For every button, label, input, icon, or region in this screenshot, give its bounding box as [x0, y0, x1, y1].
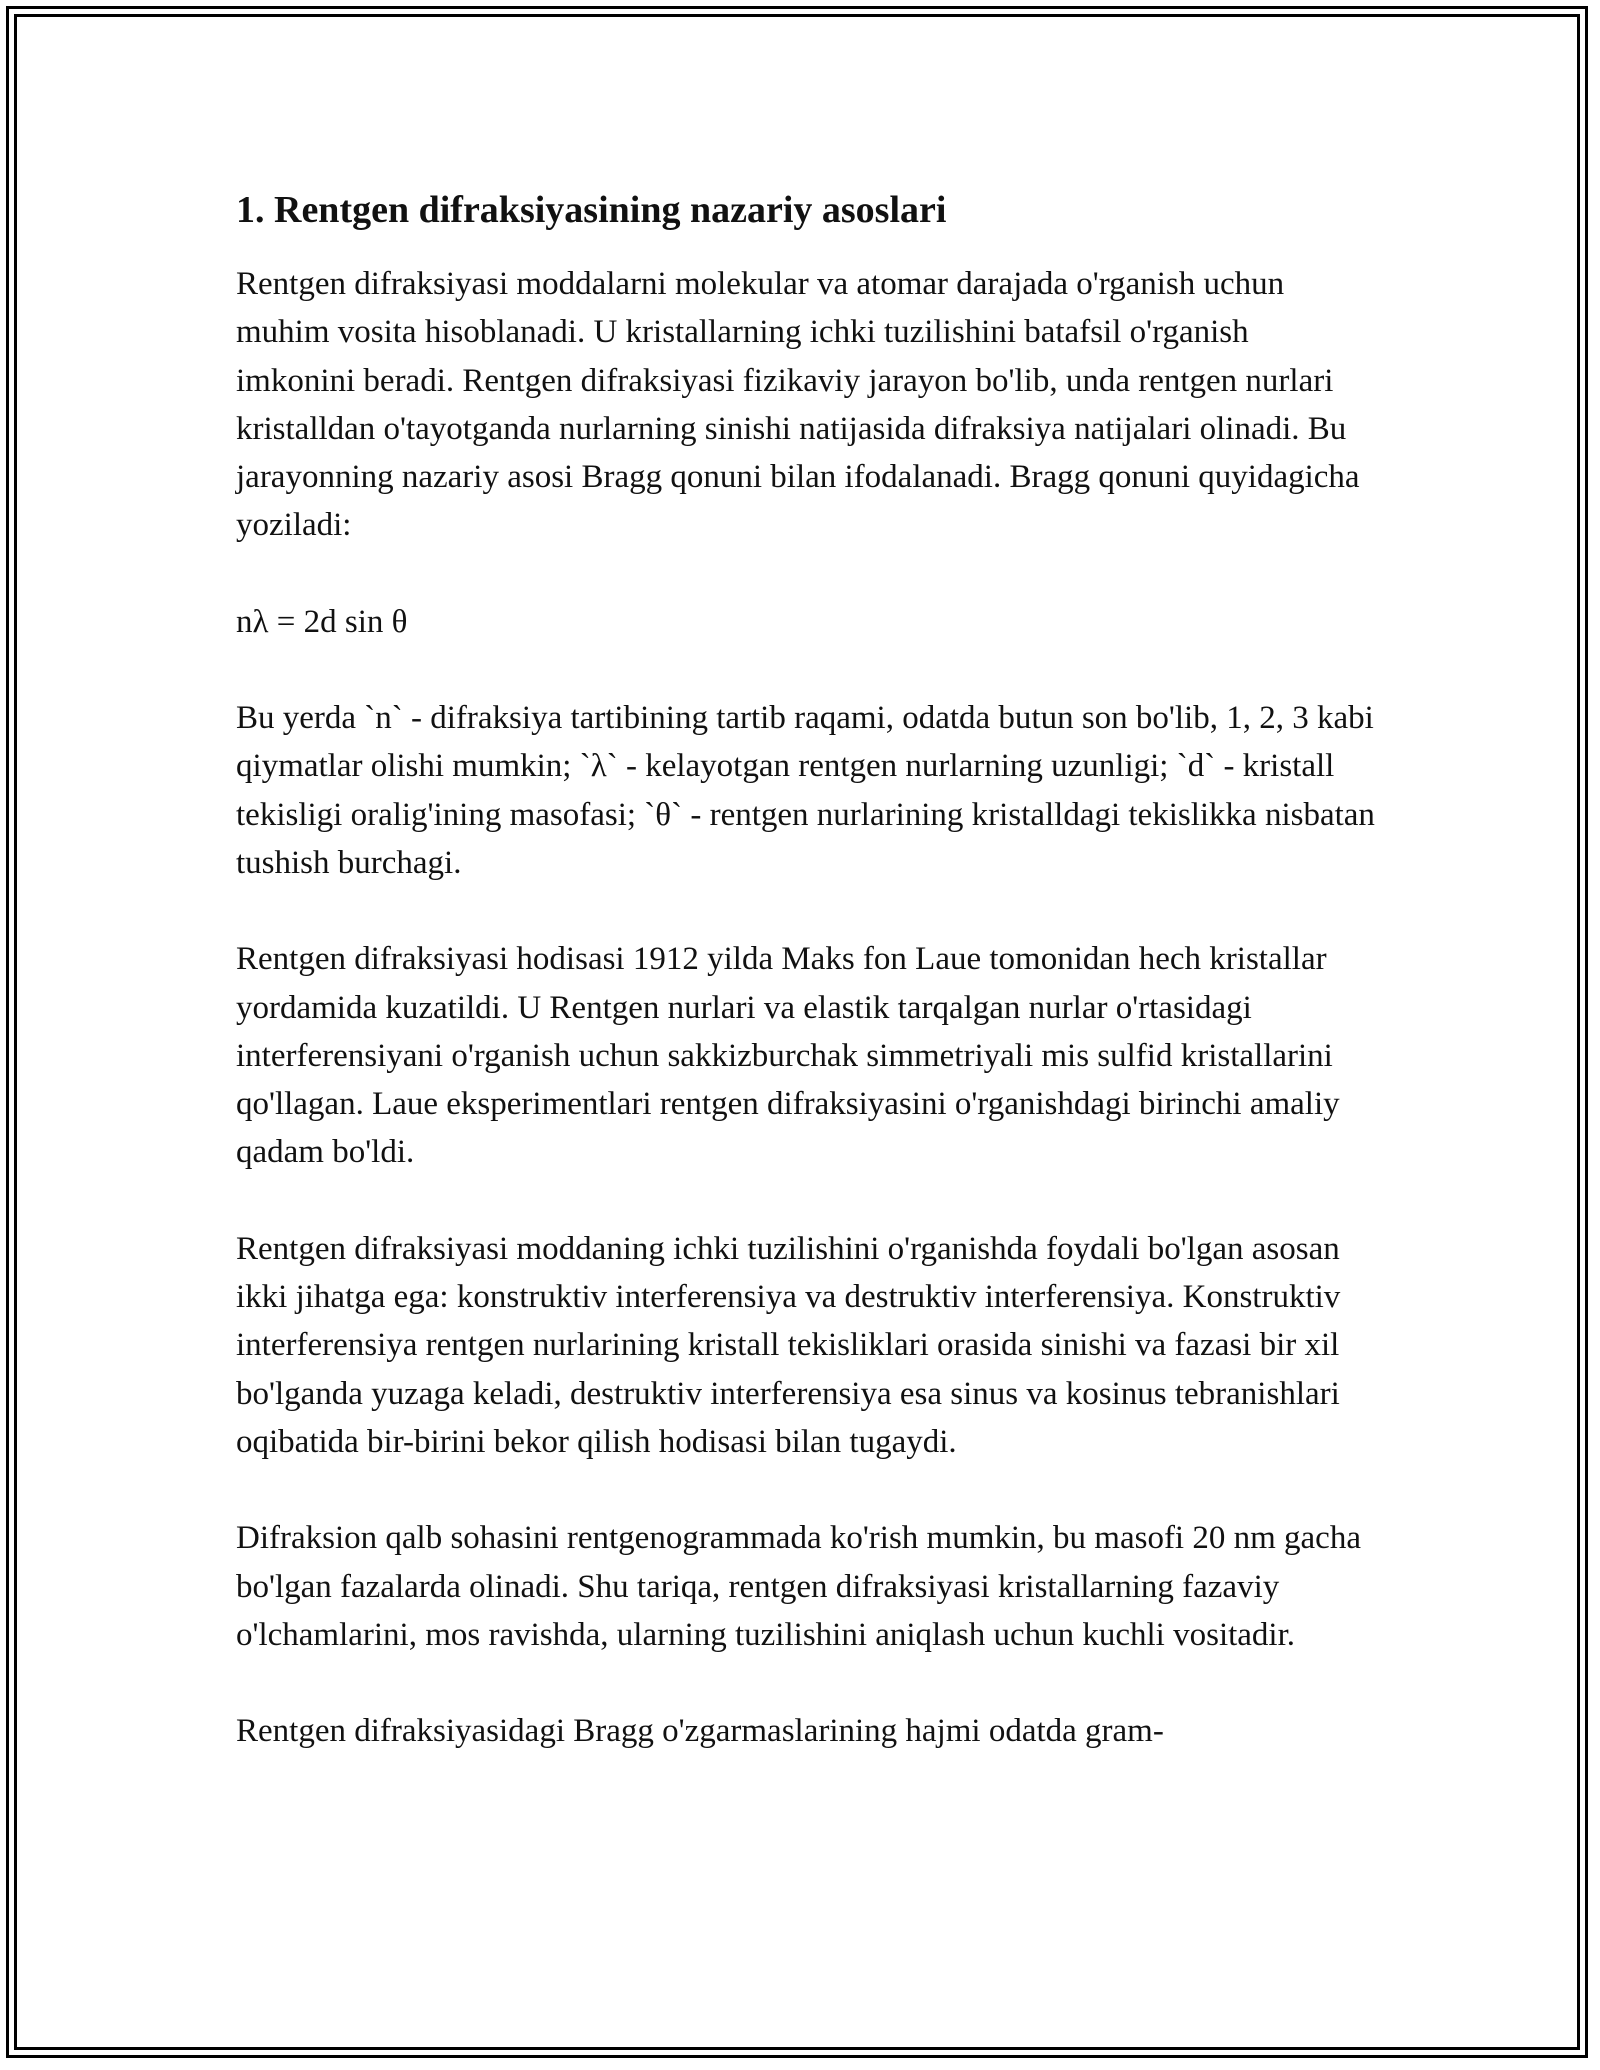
paragraph-diffraction-region: Difraksion qalb sohasini rentgenogrammada ko'rish mumkin, bu masofi 20 nm gacha bo'lgan fazalarda olinadi. Shu tariqa, rentgen difraksiyasi kristallarning fazaviy o'lchamlarini, mos ravishda, ularning tuzilishini aniqlash uchun kuchli vositadir. [236, 1520, 1361, 1653]
paragraph-variables: Bu yerda `n` - difraksiya tartibining tartib raqami, odatda butun son bo'lib, 1, 2, 3 kabi qiymatlar olishi mumkin; `λ` - kelayotgan rentgen nurlarning uzunligi; `d` - kristall tekisligi oralig'ining masofasi; `θ` - rentgen nurlarining kristalldagi tekislikka nisbatan tushish burchagi. [236, 700, 1375, 881]
paragraph-laue: Rentgen difraksiyasi hodisasi 1912 yilda Maks fon Laue tomonidan hech kristallar yordamida kuzatildi. U Rentgen nurlari va elastik tarqalgan nurlar o'rtasidagi interferensiyani o'rganish uchun sakkizburchak simmetriyali mis sulfid kristallarini qo'llagan. Laue eksperimentlari rentgen difraksiyasini o'rganishdagi birinchi amaliy qadam bo'ldi. [236, 941, 1340, 1171]
paragraph-intro: Rentgen difraksiyasi moddalarni molekular va atomar darajada o'rganish uchun muhim vosita hisoblanadi. U kristallarning ichki tuzilishini batafsil o'rganish imkonini beradi. Rentgen difraksiyasi fizikaviy jarayon bo'lib, unda rentgen nurlari kristalldan o'tayotganda nurlarning sinishi natijasida difraksiya natijalari olinadi. Bu jarayonning nazariy asosi Bragg qonuni bilan ifodalanadi. Bragg qonuni quyidagicha yoziladi: [236, 266, 1360, 544]
document-body [236, 186, 1376, 1803]
paragraph-interference: Rentgen difraksiyasi moddaning ichki tuzilishini o'rganishda foydali bo'lgan asosan ikki jihatga ega: konstruktiv interferensiya va destruktiv interferensiya. Konstruktiv interferensiya rentgen nurlarining kristall tekisliklari orasida sinishi va fazasi bir xil bo'lganda yuzaga keladi, destruktiv interferensiya esa sinus va kosinus tebranishlari oqibatida bir-birini bekor qilish hodisasi bilan tugaydi. [236, 1230, 1341, 1460]
paragraph-bragg-constants: Rentgen difraksiyasidagi Bragg o'zgarmaslarining hajmi odatda gram- [236, 1713, 1164, 1750]
bragg-formula: nλ = 2d sin θ [236, 603, 408, 640]
section-heading: 1. Rentgen difraksiyasining nazariy asoslari [236, 189, 947, 231]
